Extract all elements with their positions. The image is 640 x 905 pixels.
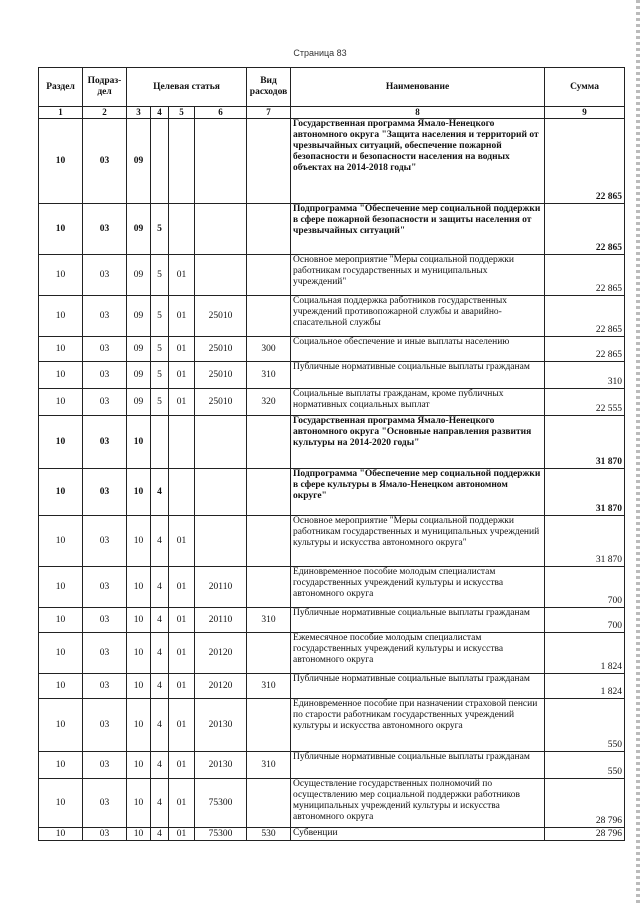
row-code-t2: 4 bbox=[151, 752, 169, 779]
row-code-t1: 10 bbox=[127, 469, 151, 516]
row-code-t1: 10 bbox=[127, 516, 151, 567]
row-code-vid bbox=[247, 296, 291, 337]
row-name: Субвенции bbox=[291, 828, 545, 841]
row-code-t3: 01 bbox=[169, 699, 195, 752]
row-name: Социальные выплаты гражданам, кроме публичных нормативных социальных выплат bbox=[291, 389, 545, 416]
row-code-t2: 4 bbox=[151, 674, 169, 699]
row-sum: 31 870 bbox=[545, 516, 625, 567]
row-code-vid: 310 bbox=[247, 608, 291, 633]
row-code-p: 03 bbox=[83, 204, 127, 255]
row-sum: 700 bbox=[545, 567, 625, 608]
row-code-p: 03 bbox=[83, 567, 127, 608]
row-code-t4: 20110 bbox=[195, 608, 247, 633]
row-code-r: 10 bbox=[39, 779, 83, 828]
row-code-t1: 10 bbox=[127, 608, 151, 633]
row-name: Единовременное пособие при назначении страховой пенсии по старости работникам государственных учреждений культуры и искусства автономного округа bbox=[291, 699, 545, 752]
col-number: 5 bbox=[169, 107, 195, 119]
row-sum: 550 bbox=[545, 752, 625, 779]
row-code-vid: 300 bbox=[247, 337, 291, 362]
row-name: Основное мероприятие "Меры социальной поддержки работникам государственных и муниципальных учреждений" bbox=[291, 255, 545, 296]
row-code-t3: 01 bbox=[169, 362, 195, 389]
row-code-t1: 10 bbox=[127, 699, 151, 752]
row-code-p: 03 bbox=[83, 516, 127, 567]
row-name: Публичные нормативные социальные выплаты гражданам bbox=[291, 362, 545, 389]
table-row bbox=[39, 296, 625, 337]
row-code-p: 03 bbox=[83, 633, 127, 674]
col-number: 2 bbox=[83, 107, 127, 119]
row-code-t4: 25010 bbox=[195, 337, 247, 362]
header-naim: Наименование bbox=[291, 68, 545, 107]
row-code-vid bbox=[247, 779, 291, 828]
table-row bbox=[39, 699, 625, 752]
row-code-t2: 5 bbox=[151, 296, 169, 337]
budget-table bbox=[38, 67, 625, 841]
row-sum: 31 870 bbox=[545, 469, 625, 516]
row-code-t4: 75300 bbox=[195, 828, 247, 841]
row-code-t1: 10 bbox=[127, 752, 151, 779]
row-code-t2: 4 bbox=[151, 567, 169, 608]
header-row bbox=[39, 68, 625, 107]
row-code-r: 10 bbox=[39, 752, 83, 779]
row-code-t1: 09 bbox=[127, 119, 151, 204]
col-number: 3 bbox=[127, 107, 151, 119]
table-row bbox=[39, 255, 625, 296]
row-code-t2: 5 bbox=[151, 337, 169, 362]
row-name: Подпрограмма "Обеспечение мер социальной поддержки в сфере культуры в Ямало-Ненецком автономном округе" bbox=[291, 469, 545, 516]
row-name: Публичные нормативные социальные выплаты гражданам bbox=[291, 608, 545, 633]
row-code-t4: 20110 bbox=[195, 567, 247, 608]
row-code-vid bbox=[247, 255, 291, 296]
row-code-t1: 09 bbox=[127, 255, 151, 296]
header-vid: Вид расходов bbox=[247, 68, 291, 107]
row-code-vid bbox=[247, 567, 291, 608]
row-code-t2: 5 bbox=[151, 255, 169, 296]
row-code-r: 10 bbox=[39, 699, 83, 752]
row-code-r: 10 bbox=[39, 296, 83, 337]
row-code-t4: 20120 bbox=[195, 674, 247, 699]
table-row bbox=[39, 779, 625, 828]
row-code-t2: 4 bbox=[151, 469, 169, 516]
row-code-t3: 01 bbox=[169, 516, 195, 567]
row-code-r: 10 bbox=[39, 567, 83, 608]
row-code-vid bbox=[247, 633, 291, 674]
row-code-p: 03 bbox=[83, 828, 127, 841]
col-number: 7 bbox=[247, 107, 291, 119]
table-row bbox=[39, 119, 625, 204]
row-sum: 22 555 bbox=[545, 389, 625, 416]
row-code-p: 03 bbox=[83, 469, 127, 516]
row-name: Осуществление государственных полномочий по осуществлению мер социальной поддержки работников муниципальных учреждений культуры и искусства автономного округа bbox=[291, 779, 545, 828]
row-code-p: 03 bbox=[83, 362, 127, 389]
table-row bbox=[39, 828, 625, 841]
row-code-r: 10 bbox=[39, 828, 83, 841]
row-code-p: 03 bbox=[83, 389, 127, 416]
table-row bbox=[39, 752, 625, 779]
row-code-t3: 01 bbox=[169, 752, 195, 779]
row-code-t4: 25010 bbox=[195, 296, 247, 337]
header-tselevaya: Целевая статья bbox=[127, 68, 247, 107]
row-code-vid bbox=[247, 516, 291, 567]
table-row bbox=[39, 674, 625, 699]
row-code-p: 03 bbox=[83, 296, 127, 337]
table-row bbox=[39, 633, 625, 674]
row-code-t2 bbox=[151, 416, 169, 469]
row-sum: 22 865 bbox=[545, 337, 625, 362]
row-code-r: 10 bbox=[39, 416, 83, 469]
row-code-t2 bbox=[151, 119, 169, 204]
row-code-t2: 4 bbox=[151, 779, 169, 828]
row-code-t3: 01 bbox=[169, 674, 195, 699]
row-sum: 31 870 bbox=[545, 416, 625, 469]
row-code-t2: 4 bbox=[151, 699, 169, 752]
row-name: Социальное обеспечение и иные выплаты населению bbox=[291, 337, 545, 362]
row-name: Государственная программа Ямало-Ненецкого автономного округа "Защита населения и территорий от чрезвычайных ситуаций, обеспечение пожарной безопасности и безопасности населения на водных объектах на 2014-2018 годы" bbox=[291, 119, 545, 204]
row-code-vid bbox=[247, 469, 291, 516]
row-code-r: 10 bbox=[39, 337, 83, 362]
row-code-t1: 10 bbox=[127, 779, 151, 828]
row-sum: 22 865 bbox=[545, 255, 625, 296]
col-number: 1 bbox=[39, 107, 83, 119]
row-code-vid: 310 bbox=[247, 674, 291, 699]
row-sum: 310 bbox=[545, 362, 625, 389]
row-code-t3: 01 bbox=[169, 779, 195, 828]
row-code-t4 bbox=[195, 469, 247, 516]
row-code-r: 10 bbox=[39, 362, 83, 389]
row-code-t3: 01 bbox=[169, 633, 195, 674]
row-code-t3 bbox=[169, 119, 195, 204]
row-code-t1: 10 bbox=[127, 416, 151, 469]
row-code-r: 10 bbox=[39, 674, 83, 699]
row-name: Подпрограмма "Обеспечение мер социальной поддержки в сфере пожарной безопасности и защиты населения от чрезвычайных ситуаций" bbox=[291, 204, 545, 255]
row-code-t1: 10 bbox=[127, 567, 151, 608]
row-code-t1: 09 bbox=[127, 362, 151, 389]
row-code-t2: 5 bbox=[151, 389, 169, 416]
row-code-t4: 25010 bbox=[195, 362, 247, 389]
column-number-row bbox=[39, 107, 625, 119]
row-code-vid: 530 bbox=[247, 828, 291, 841]
row-code-t3 bbox=[169, 204, 195, 255]
table-row bbox=[39, 469, 625, 516]
table-row bbox=[39, 389, 625, 416]
row-code-vid bbox=[247, 416, 291, 469]
header-podrazdel: Подраз- дел bbox=[83, 68, 127, 107]
table-row bbox=[39, 516, 625, 567]
scan-edge bbox=[636, 0, 640, 905]
row-code-p: 03 bbox=[83, 674, 127, 699]
row-sum: 1 824 bbox=[545, 674, 625, 699]
row-code-t4 bbox=[195, 119, 247, 204]
row-code-t4: 75300 bbox=[195, 779, 247, 828]
row-code-t2: 4 bbox=[151, 828, 169, 841]
row-code-vid: 310 bbox=[247, 752, 291, 779]
table-row bbox=[39, 204, 625, 255]
col-number: 4 bbox=[151, 107, 169, 119]
table-row bbox=[39, 608, 625, 633]
col-number: 8 bbox=[291, 107, 545, 119]
row-code-t3: 01 bbox=[169, 337, 195, 362]
row-name: Публичные нормативные социальные выплаты гражданам bbox=[291, 674, 545, 699]
row-sum: 22 865 bbox=[545, 296, 625, 337]
row-code-t2: 5 bbox=[151, 204, 169, 255]
row-code-r: 10 bbox=[39, 204, 83, 255]
row-code-p: 03 bbox=[83, 779, 127, 828]
page-title: Страница 83 bbox=[293, 48, 347, 58]
row-sum: 28 796 bbox=[545, 828, 625, 841]
row-code-t4: 20130 bbox=[195, 752, 247, 779]
row-code-p: 03 bbox=[83, 752, 127, 779]
header-summa: Сумма bbox=[545, 68, 625, 107]
row-sum: 28 796 bbox=[545, 779, 625, 828]
row-code-t3: 01 bbox=[169, 567, 195, 608]
row-code-t4: 20130 bbox=[195, 699, 247, 752]
table-row bbox=[39, 567, 625, 608]
row-code-t4 bbox=[195, 416, 247, 469]
row-code-t3: 01 bbox=[169, 296, 195, 337]
row-name: Социальная поддержка работников государственных учреждений противопожарной службы и аварийно-спасательной службы bbox=[291, 296, 545, 337]
row-sum: 550 bbox=[545, 699, 625, 752]
row-code-p: 03 bbox=[83, 255, 127, 296]
row-code-t2: 4 bbox=[151, 516, 169, 567]
row-code-t3 bbox=[169, 469, 195, 516]
row-code-vid bbox=[247, 204, 291, 255]
row-sum: 700 bbox=[545, 608, 625, 633]
row-code-t1: 10 bbox=[127, 633, 151, 674]
row-code-p: 03 bbox=[83, 608, 127, 633]
col-number: 6 bbox=[195, 107, 247, 119]
row-code-t1: 09 bbox=[127, 296, 151, 337]
row-code-p: 03 bbox=[83, 699, 127, 752]
row-code-t4 bbox=[195, 204, 247, 255]
row-code-t2: 4 bbox=[151, 608, 169, 633]
row-name: Ежемесячное пособие молодым специалистам государственных учреждений культуры и искусства автономного округа bbox=[291, 633, 545, 674]
row-code-t2: 4 bbox=[151, 633, 169, 674]
row-code-r: 10 bbox=[39, 389, 83, 416]
row-code-vid: 310 bbox=[247, 362, 291, 389]
row-name: Основное мероприятие "Меры социальной поддержки работникам государственных и муниципальных учреждений культуры и искусства автономного округа" bbox=[291, 516, 545, 567]
row-code-t2: 5 bbox=[151, 362, 169, 389]
col-number: 9 bbox=[545, 107, 625, 119]
row-code-t1: 09 bbox=[127, 204, 151, 255]
row-code-t3: 01 bbox=[169, 389, 195, 416]
row-code-t3: 01 bbox=[169, 608, 195, 633]
row-code-t4 bbox=[195, 255, 247, 296]
row-code-t4 bbox=[195, 516, 247, 567]
table-row bbox=[39, 416, 625, 469]
row-name: Единовременное пособие молодым специалистам государственных учреждений культуры и искусства автономного округа bbox=[291, 567, 545, 608]
row-code-t3 bbox=[169, 416, 195, 469]
row-code-vid bbox=[247, 699, 291, 752]
row-code-t4: 25010 bbox=[195, 389, 247, 416]
row-code-t1: 10 bbox=[127, 828, 151, 841]
row-sum: 22 865 bbox=[545, 204, 625, 255]
row-code-t4: 20120 bbox=[195, 633, 247, 674]
row-name: Государственная программа Ямало-Ненецкого автономного округа "Основные направления развития культуры на 2014-2020 годы" bbox=[291, 416, 545, 469]
row-code-r: 10 bbox=[39, 516, 83, 567]
row-code-t1: 09 bbox=[127, 337, 151, 362]
row-code-t3: 01 bbox=[169, 828, 195, 841]
row-code-t3: 01 bbox=[169, 255, 195, 296]
row-sum: 22 865 bbox=[545, 119, 625, 204]
row-code-r: 10 bbox=[39, 608, 83, 633]
row-code-t1: 10 bbox=[127, 674, 151, 699]
row-name: Публичные нормативные социальные выплаты гражданам bbox=[291, 752, 545, 779]
table-row bbox=[39, 362, 625, 389]
row-code-p: 03 bbox=[83, 416, 127, 469]
row-code-vid: 320 bbox=[247, 389, 291, 416]
header-razdel: Раздел bbox=[39, 68, 83, 107]
row-code-r: 10 bbox=[39, 119, 83, 204]
row-code-r: 10 bbox=[39, 255, 83, 296]
table-row bbox=[39, 337, 625, 362]
row-code-r: 10 bbox=[39, 469, 83, 516]
row-code-r: 10 bbox=[39, 633, 83, 674]
row-sum: 1 824 bbox=[545, 633, 625, 674]
row-code-t1: 09 bbox=[127, 389, 151, 416]
row-code-p: 03 bbox=[83, 119, 127, 204]
row-code-vid bbox=[247, 119, 291, 204]
row-code-p: 03 bbox=[83, 337, 127, 362]
